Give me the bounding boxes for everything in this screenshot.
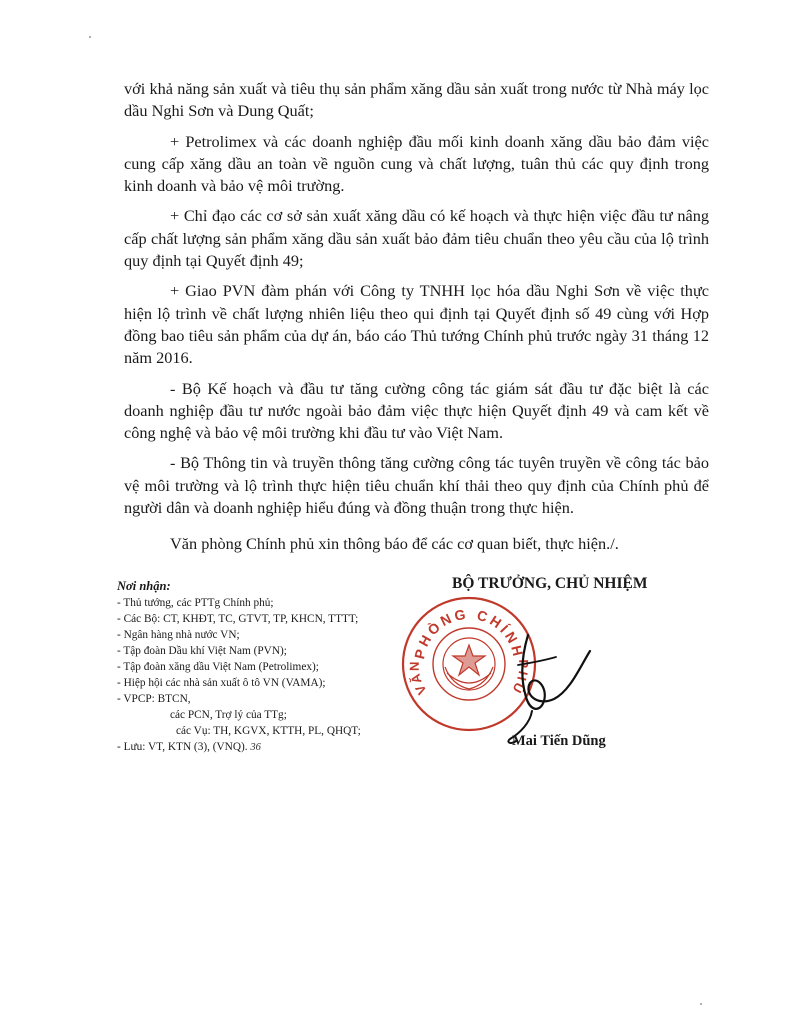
- seal-text-left: VĂN: [406, 659, 430, 698]
- archive-text: - Lưu: VT, KTN (3), (VNQ).: [117, 741, 248, 753]
- paragraph: - Bộ Thông tin và truyền thông tăng cường công tác tuyên truyền về công tác bảo vệ môi trường và lộ trình thực hiện tiêu chuẩn khí thải theo quy định của Chính phủ để người dân và doanh nghiệp hiểu đúng và đồng thuận trong thực hiện.: [124, 453, 709, 518]
- recipient-line: các Vụ: TH, KGVX, KTTH, PL, QHQT;: [176, 725, 361, 737]
- seal-text-right: PHỦ: [508, 659, 532, 698]
- paragraph: + Petrolimex và các doanh nghiệp đầu mối kinh doanh xăng dầu bảo đảm việc cung cấp xăng dầu an toàn về nguồn cung và chất lượng, tuân thủ các quy định trong kinh doanh và bảo vệ môi trường.: [124, 131, 709, 196]
- scan-speck: [89, 36, 91, 38]
- paragraph: + Chỉ đạo các cơ sở sản xuất xăng dầu có kế hoạch và thực hiện việc đầu tư nâng cấp chất lượng sản phẩm xăng dầu sản xuất bảo đảm tiêu chuẩn theo yêu cầu của lộ trình quy định tại Quyết định 49;: [124, 206, 709, 271]
- signer-title: BỘ TRƯỞNG, CHỦ NHIỆM: [452, 575, 648, 592]
- closing-paragraph: Văn phòng Chính phủ xin thông báo để các cơ quan biết, thực hiện./.: [170, 534, 619, 554]
- recipient-line: - Các Bộ: CT, KHĐT, TC, GTVT, TP, KHCN, TTTT;: [117, 613, 359, 625]
- recipient-line: - Thủ tướng, các PTTg Chính phủ;: [117, 597, 274, 609]
- recipient-line: - Tập đoàn xăng dầu Việt Nam (Petrolimex);: [117, 661, 319, 673]
- scan-speck: [700, 1003, 702, 1005]
- paragraph: - Bộ Kế hoạch và đầu tư tăng cường công tác giám sát đầu tư đặc biệt là các doanh nghiệp đầu tư nước ngoài bảo đảm việc thực hiện Quyết định 49 và cam kết về công nghệ và bảo vệ môi trường khi đầu tư vào Việt Nam.: [124, 378, 709, 443]
- recipient-line-archive: [117, 739, 437, 756]
- recipient-line: - Tập đoàn Dầu khí Việt Nam (PVN);: [117, 645, 287, 657]
- document-body: [124, 78, 709, 564]
- recipient-line: - VPCP: BTCN,: [117, 693, 191, 705]
- recipient-line: - Hiệp hội các nhà sản xuất ô tô VN (VAMA);: [117, 677, 326, 689]
- recipient-line: - Ngân hàng nhà nước VN;: [117, 629, 240, 641]
- paragraph: với khả năng sản xuất và tiêu thụ sản phẩm xăng dầu sản xuất trong nước từ Nhà máy lọc dầu Nghi Sơn và Dung Quất;: [124, 79, 709, 121]
- recipients-block: [117, 578, 437, 756]
- recipient-line: các PCN, Trợ lý của TTg;: [170, 709, 287, 721]
- recipients-heading: Nơi nhận:: [117, 579, 171, 593]
- signer-name: Mai Tiến Dũng: [512, 733, 606, 749]
- seal-text-top: PHÒNG CHÍNH: [411, 605, 527, 661]
- copy-count: 36: [250, 742, 261, 753]
- paragraph: + Giao PVN đàm phán với Công ty TNHH lọc hóa dầu Nghi Sơn về việc thực hiện lộ trình về chất lượng nhiên liệu theo qui định tại Quyết định số 49 cùng với Hợp đồng bao tiêu sản phẩm của dự án, báo cáo Thủ tướng Chính phủ trước ngày 31 tháng 12 năm 2016.: [124, 281, 709, 368]
